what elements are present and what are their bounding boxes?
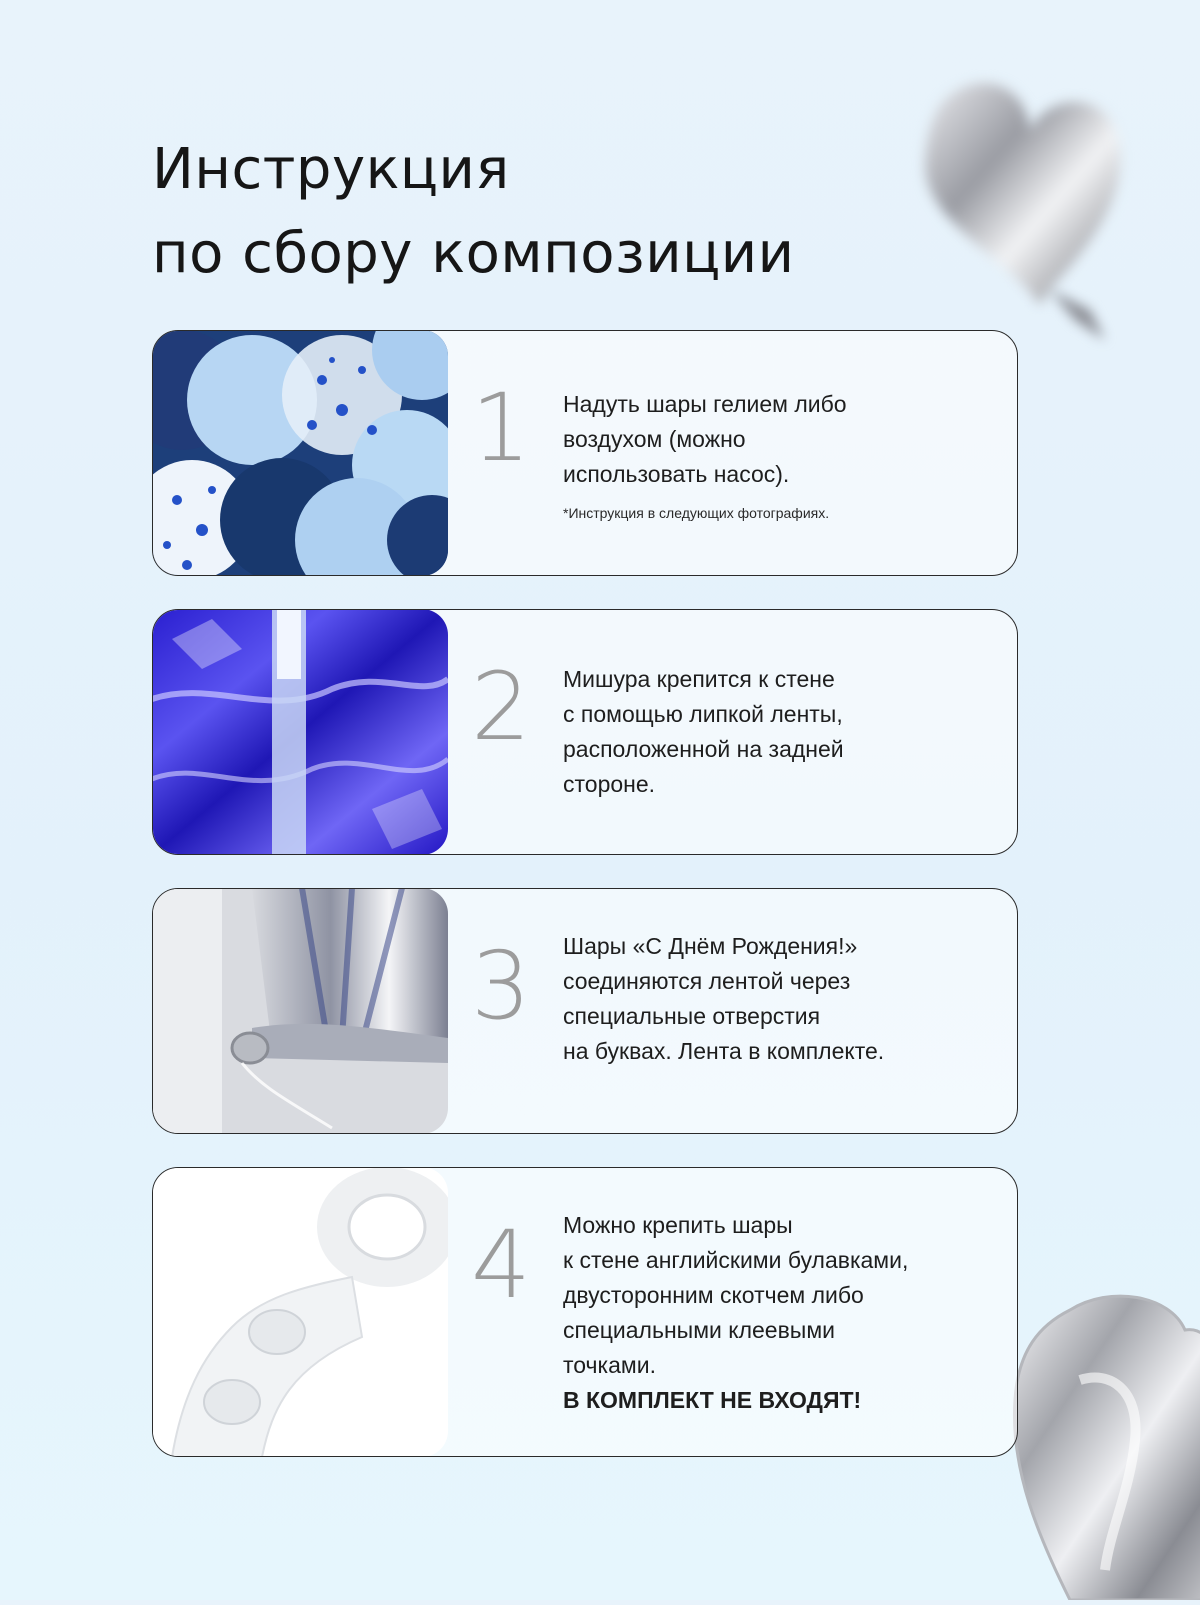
step-text-line: стороне.: [563, 771, 656, 797]
step-text-line: расположенной на задней: [563, 736, 844, 762]
step-text-line: Шары «С Днём Рождения!»: [563, 933, 858, 959]
step-text-line: Мишура крепится к стене: [563, 666, 835, 692]
step-warning: В КОМПЛЕКТ НЕ ВХОДЯТ!: [563, 1387, 862, 1413]
step-text-line: использовать насос).: [563, 461, 790, 487]
title-line-1: Инструкция: [152, 137, 510, 202]
balloons-photo: [152, 330, 448, 576]
step-text-line: с помощью липкой ленты,: [563, 701, 843, 727]
page-title: [152, 128, 795, 296]
step-card-3: [152, 888, 1018, 1134]
step-description: [563, 929, 1013, 1069]
step-number: 4: [471, 1211, 531, 1320]
step-text-line: точками.: [563, 1352, 656, 1378]
step-card-4: [152, 1167, 1018, 1457]
step-number: 3: [471, 932, 531, 1041]
step-text-line: специальными клеевыми: [563, 1317, 835, 1343]
step-text-line: Надуть шары гелием либо: [563, 391, 847, 417]
glue-dots-photo: [152, 1167, 448, 1457]
title-line-2: по сбору композиции: [152, 221, 795, 286]
step-text-line: на буквах. Лента в комплекте.: [563, 1038, 885, 1064]
foil-letters-photo: [152, 888, 448, 1134]
step-number: 2: [471, 653, 531, 762]
step-text-line: двусторонним скотчем либо: [563, 1282, 864, 1308]
step-number: 1: [471, 374, 531, 483]
step-description: [563, 662, 1003, 802]
step-text-line: соединяются лентой через: [563, 968, 851, 994]
step-text-line: специальные отверстия: [563, 1003, 821, 1029]
tinsel-photo: [152, 609, 448, 855]
step-description: [563, 387, 1003, 522]
silver-heart-balloon-icon: [1010, 1290, 1200, 1600]
silver-heart-balloon-icon: [900, 60, 1150, 360]
step-card-1: [152, 330, 1018, 576]
step-text-line: воздухом (можно: [563, 426, 746, 452]
step-card-2: [152, 609, 1018, 855]
step-text-line: к стене английскими булавками,: [563, 1247, 909, 1273]
step-description: [563, 1208, 1013, 1418]
step-note: *Инструкция в следующих фотографиях.: [563, 505, 830, 521]
step-text-line: Можно крепить шары: [563, 1212, 793, 1238]
